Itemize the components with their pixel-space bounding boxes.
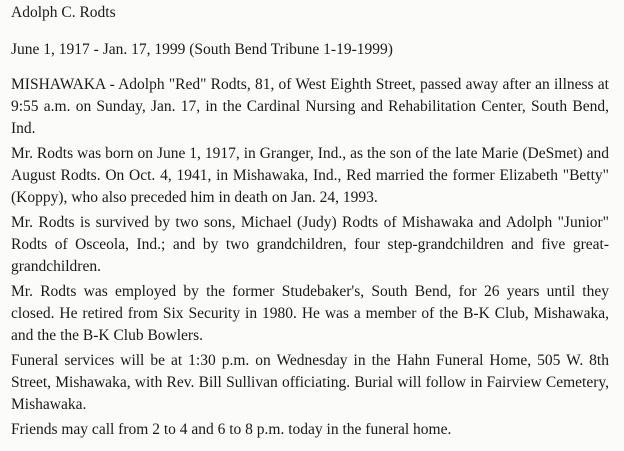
obituary-title: Adolph C. Rodts	[11, 4, 116, 21]
obituary-dates-line: June 1, 1917 - Jan. 17, 1999 (South Bend Tribune 1-19-1999)	[11, 41, 393, 58]
paragraph-biography: Mr. Rodts was born on June 1, 1917, in Granger, Ind., as the son of the late Marie (DeSmet) and August Rodts. On Oct. 4, 1941, in Mishawaka, Ind., Red married the former Elizabeth "Betty" (Koppy), who also preceded him in death on Jan. 24, 1993.	[11, 145, 609, 206]
paragraph-death-notice: MISHAWAKA - Adolph "Red" Rodts, 81, of West Eighth Street, passed away after an illness at 9:55 a.m. on Sunday, Jan. 17, in the Cardinal Nursing and Rehabilitation Center, South Bend, Ind.	[11, 76, 609, 137]
paragraph-visitation: Friends may call from 2 to 4 and 6 to 8 p.m. today in the funeral home.	[11, 421, 452, 438]
paragraph-employment: Mr. Rodts was employed by the former Studebaker's, South Bend, for 26 years until they closed. He retired from Six Security in 1980. He was a member of the B-K Club, Mishawaka, and the the B-K Club Bowlers.	[11, 283, 609, 344]
paragraph-survivors: Mr. Rodts is survived by two sons, Michael (Judy) Rodts of Mishawaka and Adolph "Junior" Rodts of Osceola, Ind.; and by two grandchildren, four step-grandchildren and five great-grandchildren.	[11, 214, 609, 275]
paragraph-funeral-services: Funeral services will be at 1:30 p.m. on Wednesday in the Hahn Funeral Home, 505 W. 8th Street, Mishawaka, with Rev. Bill Sullivan officiating. Burial will follow in Fairview Cemetery, Mishawaka.	[11, 352, 609, 413]
